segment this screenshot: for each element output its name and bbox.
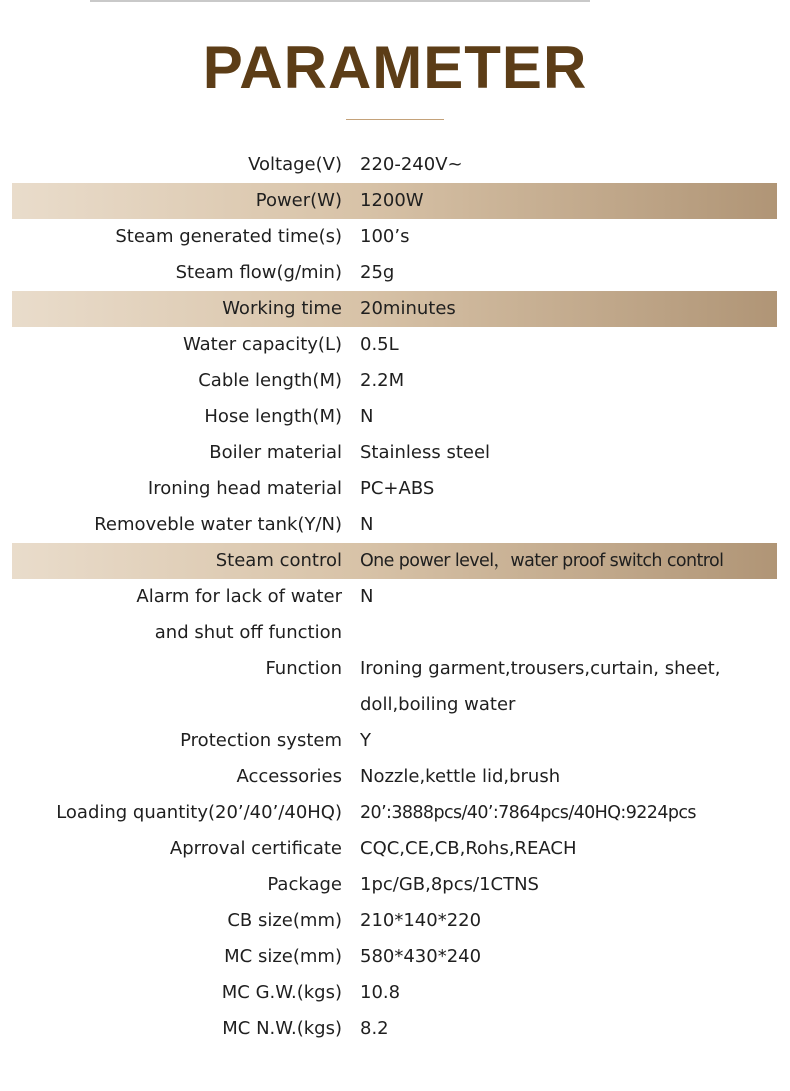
param-value: N	[360, 514, 374, 535]
param-row-hose-length	[12, 399, 777, 435]
page-title: PARAMETER	[202, 34, 588, 101]
param-label: Water capacity(L)	[183, 334, 342, 355]
param-value: Stainless steel	[360, 442, 491, 463]
param-label: Removeble water tank(Y/N)	[94, 514, 342, 535]
param-row-boiler-material	[12, 435, 777, 471]
param-row-function	[12, 651, 777, 723]
param-label: Package	[267, 874, 342, 895]
param-label: Loading quantity(20’/40’/40HQ)	[56, 802, 342, 823]
param-value: One power level，water proof switch control	[360, 551, 724, 571]
param-value: PC+ABS	[360, 478, 435, 499]
param-label: Boiler material	[209, 442, 342, 463]
param-row-power	[12, 183, 777, 219]
param-label: Aprroval certificate	[169, 838, 342, 859]
param-value: 580*430*240	[360, 946, 482, 967]
param-row-ironing-head-material	[12, 471, 777, 507]
top-divider	[90, 0, 590, 2]
title-underline	[346, 119, 444, 120]
param-row-mc-size	[12, 939, 777, 975]
param-row-mc-net-weight	[12, 1011, 777, 1047]
param-label: Protection system	[180, 730, 342, 751]
param-row-water-capacity	[12, 327, 777, 363]
param-value: 25g	[360, 262, 395, 283]
param-value: 0.5L	[360, 334, 399, 355]
param-label: Steam flow(g/min)	[175, 262, 342, 283]
param-label: MC size(mm)	[224, 946, 342, 967]
param-row-accessories	[12, 759, 777, 795]
param-value: 210*140*220	[360, 910, 482, 931]
param-row-cb-size	[12, 903, 777, 939]
param-row-working-time	[12, 291, 777, 327]
param-value: 10.8	[360, 982, 401, 1003]
param-row-steam-generated-time	[12, 219, 777, 255]
param-value: N	[360, 586, 374, 607]
param-value: 2.2M	[360, 370, 405, 391]
param-row-cable-length	[12, 363, 777, 399]
param-label-line: Alarm for lack of water	[136, 586, 342, 607]
param-row-mc-gross-weight	[12, 975, 777, 1011]
param-label: Working time	[222, 298, 342, 319]
param-label	[12, 579, 342, 651]
param-row-steam-control	[12, 543, 777, 579]
param-row-removable-water-tank	[12, 507, 777, 543]
param-value: 1200W	[360, 190, 424, 211]
param-label: MC G.W.(kgs)	[221, 982, 342, 1003]
param-label: Hose length(M)	[204, 406, 342, 427]
param-label: Ironing head material	[147, 478, 342, 499]
param-value-line: Ironing garment,trousers,curtain, sheet,	[360, 658, 721, 679]
param-row-loading-quantity	[12, 795, 777, 831]
param-value: 20’:3888pcs/40’:7864pcs/40HQ:9224pcs	[360, 803, 696, 823]
param-row-voltage	[12, 147, 777, 183]
param-value: 8.2	[360, 1018, 389, 1039]
param-value: Y	[360, 730, 371, 751]
param-row-protection-system	[12, 723, 777, 759]
param-row-approval-certificate	[12, 831, 777, 867]
param-label: CB size(mm)	[227, 910, 342, 931]
param-value: 220-240V~	[360, 154, 463, 175]
param-label: Steam control	[215, 550, 342, 571]
param-row-steam-flow	[12, 255, 777, 291]
param-row-alarm-lack-of-water	[12, 579, 777, 651]
param-value: 20minutes	[360, 298, 456, 319]
param-label: MC N.W.(kgs)	[222, 1018, 342, 1039]
parameter-table	[12, 147, 777, 1047]
param-value: 100’s	[360, 226, 410, 247]
param-label: Cable length(M)	[198, 370, 342, 391]
param-label-line: and shut off function	[154, 622, 342, 643]
param-label: Function	[265, 658, 342, 679]
param-value-line: doll,boiling water	[360, 694, 516, 715]
param-label: Voltage(V)	[248, 154, 342, 175]
param-value	[360, 651, 777, 723]
param-label: Accessories	[236, 766, 342, 787]
param-label: Steam generated time(s)	[115, 226, 342, 247]
param-value: Nozzle,kettle lid,brush	[360, 766, 561, 787]
param-value: CQC,CE,CB,Rohs,REACH	[360, 838, 577, 859]
param-row-package	[12, 867, 777, 903]
param-value: 1pc/GB,8pcs/1CTNS	[360, 874, 539, 895]
param-label: Power(W)	[255, 190, 342, 211]
param-value: N	[360, 406, 374, 427]
